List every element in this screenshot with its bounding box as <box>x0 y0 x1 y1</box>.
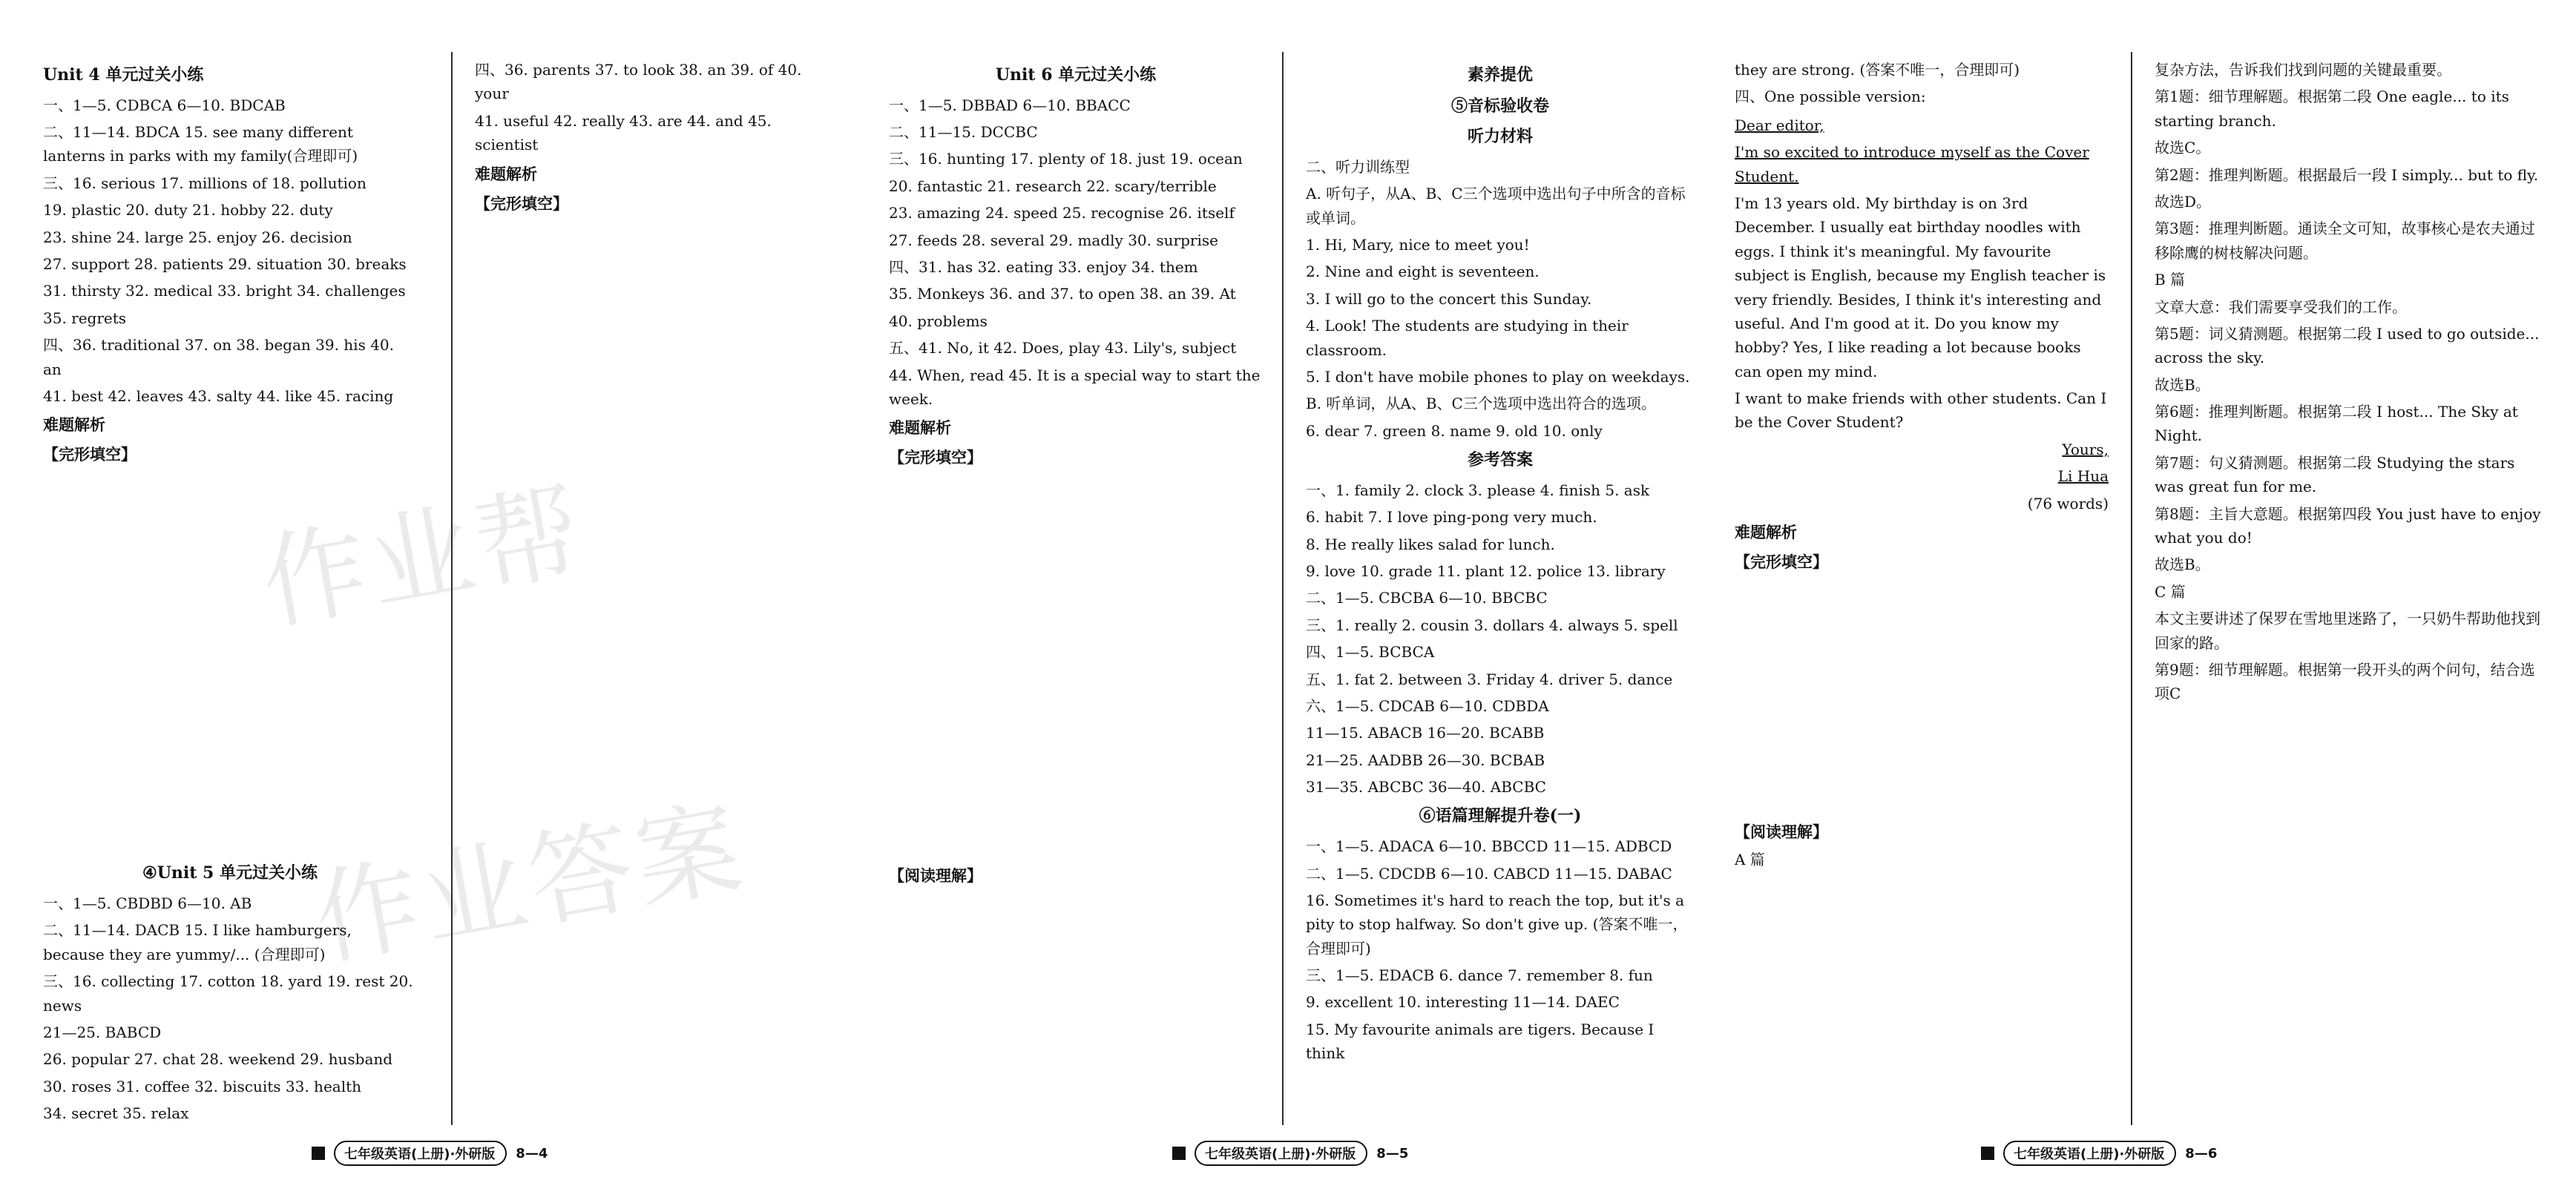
section-title: 素养提优 <box>1467 65 1533 85</box>
line: 第2题：推理判断题。根据最后一段 I simply... but to fly. <box>2155 165 2539 184</box>
column-2 <box>461 58 847 1125</box>
line: 故选B。 <box>2155 555 2210 574</box>
line: B 篇 <box>2155 271 2186 289</box>
line: 本文主要讲述了保罗在雪地里迷路了，一只奶牛帮助他找到回家的路。 <box>2155 610 2540 652</box>
letter-body: I'm 13 years old. My birthday is on 3rd December. I usually eat birthday noodles with eggs. I think it's meaningful. My favourite subject is English, because my English teacher is very friendly. Besides, I think it's interesting and useful. And I'm good at it. Do you know my hobby? Yes, I like reading a lot because books can open my mind. <box>1735 194 2106 380</box>
line: 文章大意：我们需要享受我们的工作。 <box>2155 297 2407 316</box>
page-2 <box>861 0 1721 1177</box>
line: 第1题：细节理解题。根据第二段 One eagle... to its starting branch. <box>2155 88 2509 130</box>
line: 四、36. parents 37. to look 38. an 39. of 40. your <box>475 61 802 103</box>
footer-page: 8—4 <box>516 1145 548 1161</box>
page-3 <box>1721 0 2576 1177</box>
line: 三、1. really 2. cousin 3. dollars 4. always 5. spell <box>1306 616 1678 634</box>
line: 故选B。 <box>2155 375 2210 394</box>
line: 二、11—14. BDCA 15. see many different lanterns in parks with my family(合理即可) <box>43 123 358 165</box>
letter-line-1: I'm so excited to introduce myself as the Cover Student. <box>1735 143 2089 185</box>
analysis-title: 难题解析 <box>43 415 105 435</box>
unit6-title: Unit 6 单元过关小练 <box>995 65 1157 85</box>
reading-title: 【阅读理解】 <box>1735 822 1828 842</box>
line: 二、1—5. CBCBA 6—10. BBCBC <box>1306 589 1548 607</box>
line: 一、1. family 2. clock 3. please 4. finish 5. ask <box>1306 481 1650 499</box>
line: B. 听单词，从A、B、C三个选项中选出符合的选项。 <box>1306 395 1656 413</box>
line: 第7题：句义猜测题。根据第二段 Studying the stars was great fun for me. <box>2155 453 2515 496</box>
line: 31—35. ABCBC 36—40. ABCBC <box>1306 778 1546 797</box>
line: 9. love 10. grade 11. plant 12. police 13. library <box>1306 561 1666 580</box>
line: 三、16. hunting 17. plenty of 18. just 19. ocean <box>889 150 1243 168</box>
line: 一、1—5. ADACA 6—10. BBCCD 11—15. ADBCD <box>1306 837 1672 856</box>
cloze-title: 【完形填空】 <box>1735 553 1828 572</box>
sample-letter <box>1735 113 2109 515</box>
line: 第3题：推理判断题。通读全文可知，故事核心是农夫通过移除鹰的树枝解决问题。 <box>2155 220 2535 262</box>
line: 27. feeds 28. several 29. madly 30. surprise <box>889 231 1218 249</box>
line: 19. plastic 20. duty 21. hobby 22. duty <box>43 201 333 220</box>
listening-header: 二、听力训练型 <box>1306 157 1410 176</box>
line: 26. popular 27. chat 28. weekend 29. husband <box>43 1050 393 1069</box>
book-icon <box>1172 1147 1186 1160</box>
cloze-title: 【完形填空】 <box>43 445 137 464</box>
answer-title: 参考答案 <box>1467 450 1533 470</box>
line: 20. fantastic 21. research 22. scary/terrible <box>889 177 1217 195</box>
line: 一、1—5. CBDBD 6—10. AB <box>43 894 252 912</box>
line: 三、1—5. EDACB 6. dance 7. remember 8. fun <box>1306 966 1653 985</box>
line: 三、16. collecting 17. cotton 18. yard 19. rest 20. news <box>43 972 413 1015</box>
column-6 <box>2141 58 2557 1125</box>
line: 第5题：词义猜测题。根据第二段 I used to go outside... across the sky. <box>2155 324 2540 367</box>
line: 四、1—5. BCBCA <box>1306 643 1435 662</box>
line: 5. I don't have mobile phones to play on weekdays. <box>1306 368 1690 386</box>
column-divider <box>1282 52 1284 1125</box>
line: they are strong. (答案不唯一，合理即可) <box>1735 61 2020 79</box>
line: 9. excellent 10. interesting 11—14. DAEC <box>1306 993 1620 1012</box>
footer-8-4 <box>312 1138 548 1168</box>
cloze-title: 【完形填空】 <box>889 448 982 467</box>
line: 6. habit 7. I love ping-pong very much. <box>1306 508 1597 527</box>
line: 故选C。 <box>2155 139 2211 157</box>
line: 3. I will go to the concert this Sunday. <box>1306 289 1592 308</box>
line: 35. regrets <box>43 309 127 327</box>
line: 二、11—14. DACB 15. I like hamburgers, because they are yummy/... (合理即可) <box>43 921 352 963</box>
line: 四、36. traditional 37. on 38. began 39. his 40. an <box>43 336 394 378</box>
line: 五、1. fat 2. between 3. Friday 4. driver 5. dance <box>1306 670 1673 688</box>
book-icon <box>312 1147 325 1160</box>
line: 40. problems <box>889 311 988 330</box>
line: 第9题：细节理解题。根据第一段开头的两个问句，结合选项C <box>2155 660 2535 703</box>
letter-word-count: (76 words) <box>2027 494 2109 512</box>
line: 30. roses 31. coffee 32. biscuits 33. health <box>43 1077 362 1095</box>
line: 31. thirsty 32. medical 33. bright 34. challenges <box>43 282 406 300</box>
section-title: ⑤音标验收卷 <box>1450 96 1549 116</box>
line: 一、1—5. DBBAD 6—10. BBACC <box>889 96 1131 114</box>
column-3 <box>875 58 1276 1125</box>
line: 六、1—5. CDCAB 6—10. CDBDA <box>1306 696 1549 715</box>
line: C 篇 <box>2155 582 2186 601</box>
line: 二、11—15. DCCBC <box>889 123 1038 142</box>
part-a: A 篇 <box>1735 851 1765 869</box>
spacer <box>889 473 1263 859</box>
analysis-title: 难题解析 <box>889 418 951 438</box>
line: 21—25. AADBB 26—30. BCBAB <box>1306 751 1545 769</box>
analysis-title: 难题解析 <box>1735 523 1797 542</box>
line: 8. He really likes salad for lunch. <box>1306 535 1555 553</box>
line: 6. dear 7. green 8. name 9. old 10. only <box>1306 421 1603 440</box>
footer-8-6 <box>1981 1138 2217 1168</box>
reading-title: 【阅读理解】 <box>889 866 982 886</box>
line: 11—15. ABACB 16—20. BCABB <box>1306 724 1545 742</box>
unit5-title: ④Unit 5 单元过关小练 <box>142 863 318 883</box>
line: 41. best 42. leaves 43. salty 44. like 45. racing <box>43 386 394 405</box>
watermark: 作业帮 <box>253 470 594 646</box>
line: 四、31. has 32. eating 33. enjoy 34. them <box>889 257 1198 276</box>
line: 21—25. BABCD <box>43 1023 162 1041</box>
section6-title: ⑥语篇理解提升卷(一) <box>1419 806 1582 826</box>
version-title: 四、One possible version: <box>1735 88 1926 106</box>
unit4-title: Unit 4 单元过关小练 <box>43 65 204 85</box>
line: 二、1—5. CDCDB 6—10. CABCD 11—15. DABAC <box>1306 864 1672 883</box>
line: 五、41. No, it 42. Does, play 43. Lily's, subject <box>889 339 1237 357</box>
line: 4. Look! The students are studying in their classroom. <box>1306 317 1629 359</box>
page-1 <box>0 0 861 1177</box>
line: 1. Hi, Mary, nice to meet you! <box>1306 236 1530 254</box>
letter-salutation: Dear editor, <box>1735 116 1824 134</box>
watermark: 作业答案 <box>306 787 754 982</box>
book-icon <box>1981 1147 1994 1160</box>
footer-page: 8—6 <box>2185 1145 2218 1161</box>
line: 41. useful 42. really 43. are 44. and 45. scientist <box>475 111 772 154</box>
footer-page: 8—5 <box>1376 1145 1409 1161</box>
line: 23. shine 24. large 25. enjoy 26. decision <box>43 228 352 246</box>
column-4 <box>1292 58 1708 1125</box>
line: 35. Monkeys 36. and 37. to open 38. an 39. At <box>889 285 1236 303</box>
letter-name: Li Hua <box>2057 467 2109 486</box>
column-5 <box>1721 58 2122 1125</box>
line: 2. Nine and eight is seventeen. <box>1306 263 1540 281</box>
footer-8-5 <box>1172 1138 1408 1168</box>
spacer <box>43 470 417 856</box>
line: A. 听句子，从A、B、C三个选项中选出句子中所含的音标或单词。 <box>1306 185 1686 227</box>
line: 复杂方法，告诉我们找到问题的关键最重要。 <box>2155 61 2451 79</box>
spacer <box>1735 578 2109 815</box>
line: 15. My favourite animals are tigers. Because I think <box>1306 1020 1655 1063</box>
letter-end: I want to make friends with other students. Can I be the Cover Student? <box>1735 389 2107 432</box>
line: 一、1—5. CDBCA 6—10. BDCAB <box>43 96 286 114</box>
line: 34. secret 35. relax <box>43 1104 189 1123</box>
column-1 <box>30 58 430 1125</box>
footer-book: 七年级英语(上册)·外研版 <box>2003 1141 2176 1166</box>
column-divider <box>2131 52 2132 1125</box>
letter-closing: Yours, <box>2062 440 2109 458</box>
cloze-title: 【完形填空】 <box>475 194 568 213</box>
section-title: 听力材料 <box>1467 127 1533 147</box>
column-divider <box>451 52 453 1125</box>
line: 第6题：推理判断题。根据第二段 I host... The Sky at Night. <box>2155 403 2518 445</box>
footer-book: 七年级英语(上册)·外研版 <box>334 1141 507 1166</box>
analysis-title: 难题解析 <box>475 164 537 183</box>
line: 第8题：主旨大意题。根据第四段 You just have to enjoy what you do! <box>2155 504 2541 547</box>
line: 三、16. serious 17. millions of 18. pollution <box>43 174 367 192</box>
line: 16. Sometimes it's hard to reach the top, but it's a pity to stop halfway. So don't give up. (答案不唯一，合理即可) <box>1306 891 1688 957</box>
line: 23. amazing 24. speed 25. recognise 26. itself <box>889 204 1235 222</box>
footer-book: 七年级英语(上册)·外研版 <box>1195 1141 1367 1166</box>
line: 44. When, read 45. It is a special way to start the week. <box>889 366 1261 408</box>
line: 故选D。 <box>2155 192 2212 211</box>
line: 27. support 28. patients 29. situation 30. breaks <box>43 254 407 273</box>
